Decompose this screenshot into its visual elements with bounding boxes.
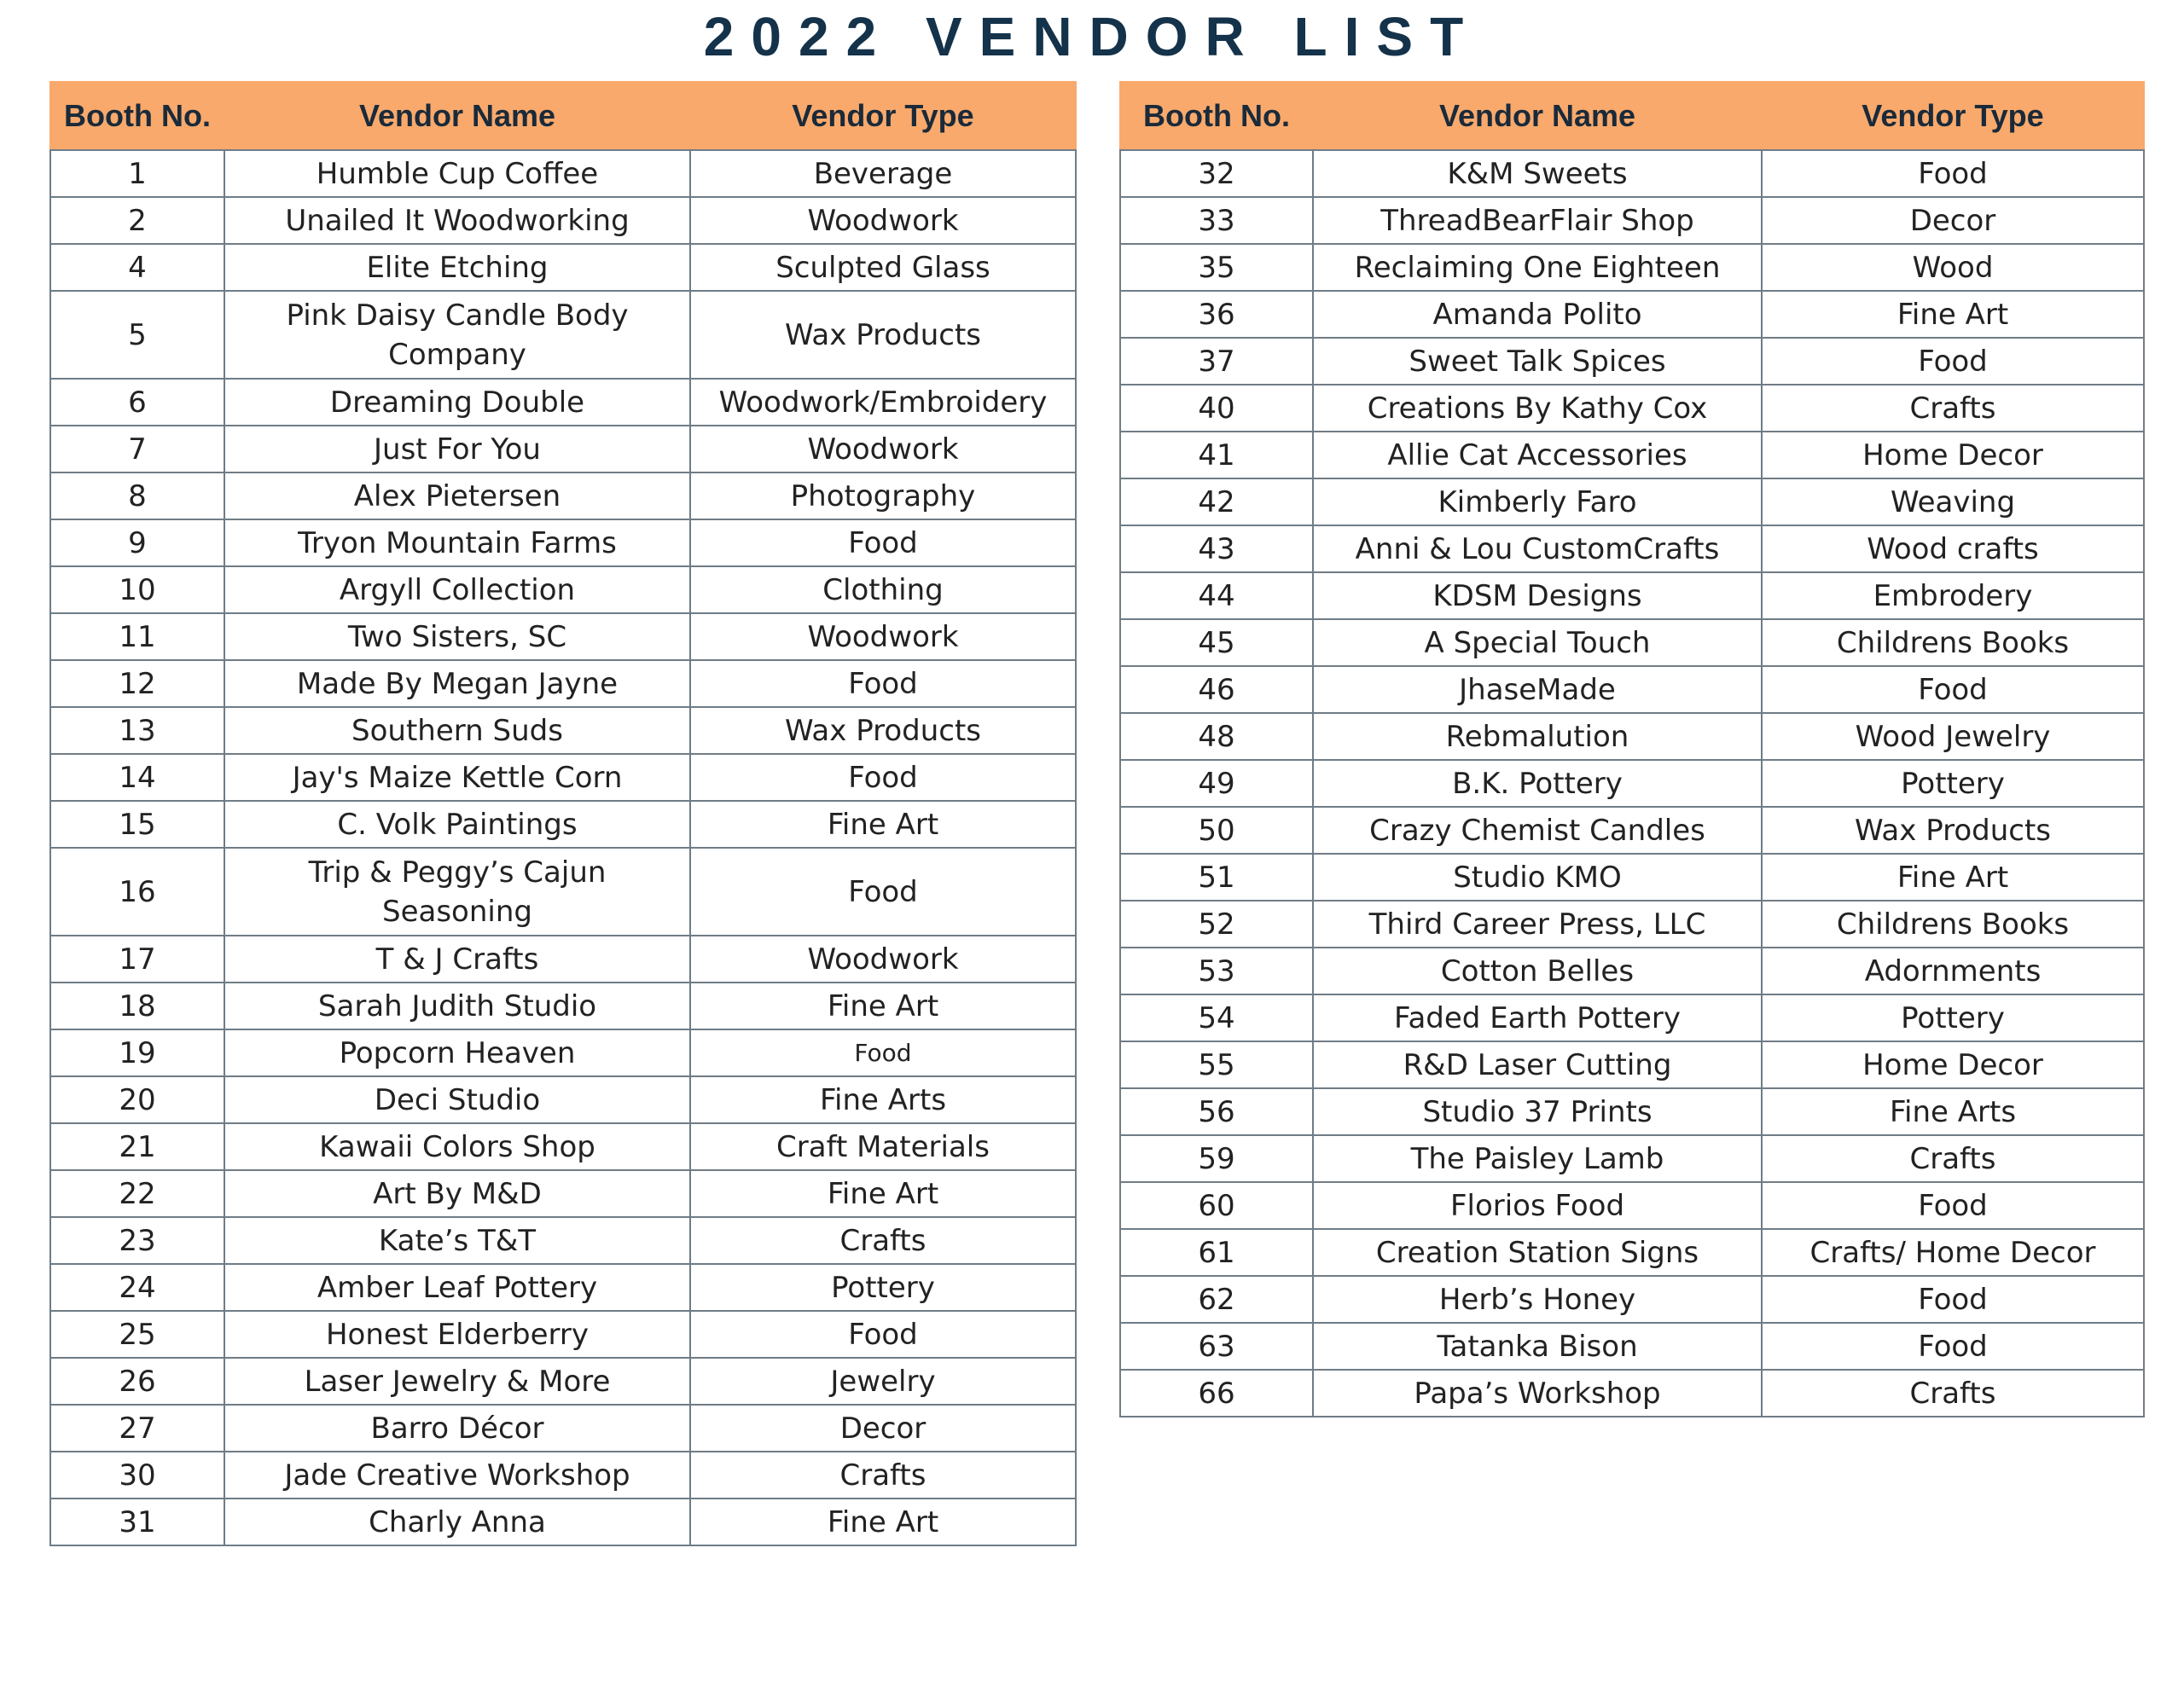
vendor-type-cell: Fine Arts <box>1762 1088 2144 1135</box>
vendor-type-cell: Fine Art <box>690 1499 1076 1545</box>
vendor-name-cell: JhaseMade <box>1313 666 1762 713</box>
table-row <box>1120 948 2144 994</box>
vendor-name-cell: Reclaiming One Eighteen <box>1313 244 1762 291</box>
booth-number-cell: 54 <box>1120 994 1313 1041</box>
vendor-type-cell: Woodwork <box>690 426 1076 472</box>
booth-number-cell: 22 <box>50 1170 224 1217</box>
vendor-name-cell: Jay's Maize Kettle Corn <box>224 754 690 801</box>
table-row <box>50 472 1076 519</box>
vendor-name-cell: Pink Daisy Candle Body Company <box>224 291 690 379</box>
vendor-type-cell: Woodwork/Embroidery <box>690 379 1076 426</box>
header-vendor-name: Vendor Name <box>1313 82 1762 150</box>
vendor-name-cell: Allie Cat Accessories <box>1313 432 1762 478</box>
vendor-type-cell: Food <box>690 1029 1076 1076</box>
vendor-type-cell: Wax Products <box>690 291 1076 379</box>
booth-number-cell: 61 <box>1120 1229 1313 1276</box>
vendor-type-cell: Food <box>1762 1323 2144 1370</box>
table-row <box>1120 478 2144 525</box>
table-row <box>50 754 1076 801</box>
table-row <box>50 1123 1076 1170</box>
header-vendor-name: Vendor Name <box>224 82 690 150</box>
table-row <box>1120 1229 2144 1276</box>
vendor-type-cell: Crafts <box>1762 1370 2144 1417</box>
table-row <box>50 519 1076 566</box>
vendor-type-cell: Crafts/ Home Decor <box>1762 1229 2144 1276</box>
booth-number-cell: 2 <box>50 197 224 244</box>
vendor-type-cell: Decor <box>1762 197 2144 244</box>
booth-number-cell: 52 <box>1120 901 1313 948</box>
vendor-type-cell: Fine Art <box>690 983 1076 1029</box>
vendor-type-cell: Food <box>1762 1182 2144 1229</box>
header-booth: Booth No. <box>50 82 224 150</box>
vendor-name-cell: Art By M&D <box>224 1170 690 1217</box>
booth-number-cell: 12 <box>50 660 224 707</box>
table-row <box>1120 1041 2144 1088</box>
vendor-name-cell: Deci Studio <box>224 1076 690 1123</box>
vendor-name-cell: B.K. Pottery <box>1313 760 1762 807</box>
vendor-name-cell: Florios Food <box>1313 1182 1762 1229</box>
vendor-name-cell: Unailed It Woodworking <box>224 197 690 244</box>
vendor-name-cell: Amanda Polito <box>1313 291 1762 338</box>
booth-number-cell: 44 <box>1120 572 1313 619</box>
booth-number-cell: 37 <box>1120 338 1313 385</box>
vendor-type-cell: Jewelry <box>690 1358 1076 1405</box>
vendor-type-cell: Sculpted Glass <box>690 244 1076 291</box>
booth-number-cell: 19 <box>50 1029 224 1076</box>
booth-number-cell: 14 <box>50 754 224 801</box>
vendor-name-cell: Rebmalution <box>1313 713 1762 760</box>
vendor-name-cell: Tatanka Bison <box>1313 1323 1762 1370</box>
vendor-name-cell: ThreadBearFlair Shop <box>1313 197 1762 244</box>
vendor-name-cell: Trip & Peggy’s Cajun Seasoning <box>224 848 690 936</box>
table-row <box>1120 150 2144 197</box>
header-vendor-type: Vendor Type <box>690 82 1076 150</box>
table-row <box>50 1405 1076 1452</box>
vendor-type-cell: Adornments <box>1762 948 2144 994</box>
vendor-name-cell: Kate’s T&T <box>224 1217 690 1264</box>
vendor-type-cell: Food <box>690 848 1076 936</box>
table-row <box>50 197 1076 244</box>
booth-number-cell: 43 <box>1120 525 1313 572</box>
booth-number-cell: 51 <box>1120 854 1313 901</box>
booth-number-cell: 31 <box>50 1499 224 1545</box>
booth-number-cell: 42 <box>1120 478 1313 525</box>
vendor-type-cell: Food <box>690 1311 1076 1358</box>
vendor-name-cell: Faded Earth Pottery <box>1313 994 1762 1041</box>
booth-number-cell: 56 <box>1120 1088 1313 1135</box>
vendor-type-cell: Wax Products <box>1762 807 2144 854</box>
vendor-type-cell: Pottery <box>1762 760 2144 807</box>
vendor-name-cell: Elite Etching <box>224 244 690 291</box>
table-row <box>1120 807 2144 854</box>
vendor-table-left <box>49 81 1077 1546</box>
table-row <box>50 244 1076 291</box>
vendor-name-cell: Laser Jewelry & More <box>224 1358 690 1405</box>
vendor-table-right <box>1119 81 2145 1417</box>
table-row <box>1120 291 2144 338</box>
vendor-name-cell: Alex Pietersen <box>224 472 690 519</box>
vendor-type-cell: Wood <box>1762 244 2144 291</box>
vendor-type-cell: Home Decor <box>1762 1041 2144 1088</box>
vendor-type-cell: Food <box>1762 150 2144 197</box>
vendor-type-cell: Decor <box>690 1405 1076 1452</box>
table-row <box>50 1358 1076 1405</box>
vendor-type-cell: Fine Arts <box>690 1076 1076 1123</box>
vendor-name-cell: Just For You <box>224 426 690 472</box>
table-row <box>50 983 1076 1029</box>
vendor-type-cell: Craft Materials <box>690 1123 1076 1170</box>
table-row <box>1120 666 2144 713</box>
table-row <box>1120 1135 2144 1182</box>
page-title: 2022 VENDOR LIST <box>703 6 1481 67</box>
vendor-name-cell: Made By Megan Jayne <box>224 660 690 707</box>
header-vendor-type: Vendor Type <box>1762 82 2144 150</box>
vendor-name-cell: Third Career Press, LLC <box>1313 901 1762 948</box>
table-row <box>1120 1370 2144 1417</box>
vendor-type-cell: Food <box>690 519 1076 566</box>
booth-number-cell: 40 <box>1120 385 1313 432</box>
table-row <box>50 936 1076 983</box>
vendor-type-cell: Wood crafts <box>1762 525 2144 572</box>
table-row <box>1120 713 2144 760</box>
vendor-name-cell: The Paisley Lamb <box>1313 1135 1762 1182</box>
vendor-name-cell: Kawaii Colors Shop <box>224 1123 690 1170</box>
vendor-type-cell: Pottery <box>1762 994 2144 1041</box>
booth-number-cell: 10 <box>50 566 224 613</box>
vendor-name-cell: Popcorn Heaven <box>224 1029 690 1076</box>
booth-number-cell: 32 <box>1120 150 1313 197</box>
table-row <box>50 1264 1076 1311</box>
vendor-type-cell: Food <box>1762 666 2144 713</box>
table-row <box>1120 760 2144 807</box>
vendor-name-cell: Argyll Collection <box>224 566 690 613</box>
booth-number-cell: 25 <box>50 1311 224 1358</box>
booth-number-cell: 6 <box>50 379 224 426</box>
vendor-type-cell: Crafts <box>690 1452 1076 1499</box>
vendor-name-cell: Papa’s Workshop <box>1313 1370 1762 1417</box>
vendor-type-cell: Fine Art <box>1762 854 2144 901</box>
booth-number-cell: 7 <box>50 426 224 472</box>
booth-number-cell: 30 <box>50 1452 224 1499</box>
vendor-type-cell: Wood Jewelry <box>1762 713 2144 760</box>
booth-number-cell: 27 <box>50 1405 224 1452</box>
vendor-name-cell: Creations By Kathy Cox <box>1313 385 1762 432</box>
booth-number-cell: 45 <box>1120 619 1313 666</box>
booth-number-cell: 16 <box>50 848 224 936</box>
vendor-type-cell: Crafts <box>1762 385 2144 432</box>
vendor-name-cell: Cotton Belles <box>1313 948 1762 994</box>
booth-number-cell: 48 <box>1120 713 1313 760</box>
vendor-type-cell: Home Decor <box>1762 432 2144 478</box>
table-row <box>50 426 1076 472</box>
vendor-type-cell: Childrens Books <box>1762 901 2144 948</box>
vendor-type-cell: Photography <box>690 472 1076 519</box>
booth-number-cell: 9 <box>50 519 224 566</box>
vendor-type-cell: Crafts <box>690 1217 1076 1264</box>
booth-number-cell: 17 <box>50 936 224 983</box>
vendor-name-cell: Amber Leaf Pottery <box>224 1264 690 1311</box>
booth-number-cell: 26 <box>50 1358 224 1405</box>
vendor-name-cell: Kimberly Faro <box>1313 478 1762 525</box>
table-row <box>50 1452 1076 1499</box>
table-row <box>50 1076 1076 1123</box>
vendor-type-cell: Childrens Books <box>1762 619 2144 666</box>
vendor-name-cell: Jade Creative Workshop <box>224 1452 690 1499</box>
booth-number-cell: 11 <box>50 613 224 660</box>
vendor-type-cell: Clothing <box>690 566 1076 613</box>
table-row <box>50 566 1076 613</box>
vendor-name-cell: KDSM Designs <box>1313 572 1762 619</box>
vendor-name-cell: Barro Décor <box>224 1405 690 1452</box>
booth-number-cell: 62 <box>1120 1276 1313 1323</box>
vendor-type-cell: Pottery <box>690 1264 1076 1311</box>
table-row <box>1120 525 2144 572</box>
table-row <box>50 613 1076 660</box>
booth-number-cell: 20 <box>50 1076 224 1123</box>
vendor-name-cell: Anni & Lou CustomCrafts <box>1313 525 1762 572</box>
table-row <box>1120 1323 2144 1370</box>
booth-number-cell: 55 <box>1120 1041 1313 1088</box>
vendor-name-cell: C. Volk Paintings <box>224 801 690 848</box>
table-row <box>50 150 1076 197</box>
table-row <box>1120 901 2144 948</box>
vendor-name-cell: Charly Anna <box>224 1499 690 1545</box>
table-row <box>50 707 1076 754</box>
table-row <box>1120 619 2144 666</box>
vendor-type-cell: Crafts <box>1762 1135 2144 1182</box>
booth-number-cell: 66 <box>1120 1370 1313 1417</box>
booth-number-cell: 13 <box>50 707 224 754</box>
vendor-type-cell: Wax Products <box>690 707 1076 754</box>
vendor-name-cell: Tryon Mountain Farms <box>224 519 690 566</box>
booth-number-cell: 18 <box>50 983 224 1029</box>
table-row <box>50 291 1076 379</box>
vendor-type-cell: Fine Art <box>690 801 1076 848</box>
table-row <box>1120 572 2144 619</box>
vendor-type-cell: Beverage <box>690 150 1076 197</box>
table-row <box>1120 994 2144 1041</box>
vendor-type-cell: Food <box>1762 338 2144 385</box>
vendor-type-cell: Food <box>1762 1276 2144 1323</box>
vendor-name-cell: Crazy Chemist Candles <box>1313 807 1762 854</box>
vendor-type-cell: Fine Art <box>1762 291 2144 338</box>
vendor-name-cell: Two Sisters, SC <box>224 613 690 660</box>
booth-number-cell: 33 <box>1120 197 1313 244</box>
vendor-name-cell: Sweet Talk Spices <box>1313 338 1762 385</box>
table-row <box>1120 197 2144 244</box>
booth-number-cell: 50 <box>1120 807 1313 854</box>
vendor-type-cell: Weaving <box>1762 478 2144 525</box>
booth-number-cell: 36 <box>1120 291 1313 338</box>
vendor-name-cell: R&D Laser Cutting <box>1313 1041 1762 1088</box>
vendor-name-cell: T & J Crafts <box>224 936 690 983</box>
booth-number-cell: 53 <box>1120 948 1313 994</box>
booth-number-cell: 5 <box>50 291 224 379</box>
table-row <box>1120 1276 2144 1323</box>
vendor-type-cell: Fine Art <box>690 1170 1076 1217</box>
vendor-name-cell: A Special Touch <box>1313 619 1762 666</box>
vendor-name-cell: Honest Elderberry <box>224 1311 690 1358</box>
vendor-name-cell: Creation Station Signs <box>1313 1229 1762 1276</box>
booth-number-cell: 46 <box>1120 666 1313 713</box>
booth-number-cell: 15 <box>50 801 224 848</box>
table-row <box>1120 432 2144 478</box>
table-row <box>1120 854 2144 901</box>
table-row <box>1120 1088 2144 1135</box>
vendor-type-cell: Woodwork <box>690 936 1076 983</box>
vendor-name-cell: Herb’s Honey <box>1313 1276 1762 1323</box>
header-booth: Booth No. <box>1120 82 1313 150</box>
table-row <box>1120 1182 2144 1229</box>
vendor-type-cell: Food <box>690 660 1076 707</box>
vendor-type-cell: Embrodery <box>1762 572 2144 619</box>
table-row <box>50 660 1076 707</box>
booth-number-cell: 23 <box>50 1217 224 1264</box>
table-row <box>1120 385 2144 432</box>
vendor-name-cell: Southern Suds <box>224 707 690 754</box>
header-row <box>1120 82 2144 150</box>
vendor-type-cell: Food <box>690 754 1076 801</box>
table-row <box>50 1217 1076 1264</box>
vendor-name-cell: Studio KMO <box>1313 854 1762 901</box>
vendor-name-cell: Dreaming Double <box>224 379 690 426</box>
table-row <box>50 1029 1076 1076</box>
table-row <box>1120 338 2144 385</box>
vendor-type-cell: Woodwork <box>690 613 1076 660</box>
vendor-name-cell: Studio 37 Prints <box>1313 1088 1762 1135</box>
booth-number-cell: 49 <box>1120 760 1313 807</box>
booth-number-cell: 41 <box>1120 432 1313 478</box>
table-row <box>50 1311 1076 1358</box>
table-row <box>50 1170 1076 1217</box>
table-row <box>50 801 1076 848</box>
vendor-name-cell: K&M Sweets <box>1313 150 1762 197</box>
table-row <box>50 379 1076 426</box>
booth-number-cell: 21 <box>50 1123 224 1170</box>
booth-number-cell: 59 <box>1120 1135 1313 1182</box>
vendor-type-cell: Woodwork <box>690 197 1076 244</box>
booth-number-cell: 35 <box>1120 244 1313 291</box>
booth-number-cell: 60 <box>1120 1182 1313 1229</box>
table-row <box>50 1499 1076 1545</box>
table-row <box>1120 244 2144 291</box>
booth-number-cell: 4 <box>50 244 224 291</box>
booth-number-cell: 1 <box>50 150 224 197</box>
header-row <box>50 82 1076 150</box>
vendor-name-cell: Sarah Judith Studio <box>224 983 690 1029</box>
vendor-name-cell: Humble Cup Coffee <box>224 150 690 197</box>
booth-number-cell: 24 <box>50 1264 224 1311</box>
booth-number-cell: 63 <box>1120 1323 1313 1370</box>
booth-number-cell: 8 <box>50 472 224 519</box>
table-row <box>50 848 1076 936</box>
